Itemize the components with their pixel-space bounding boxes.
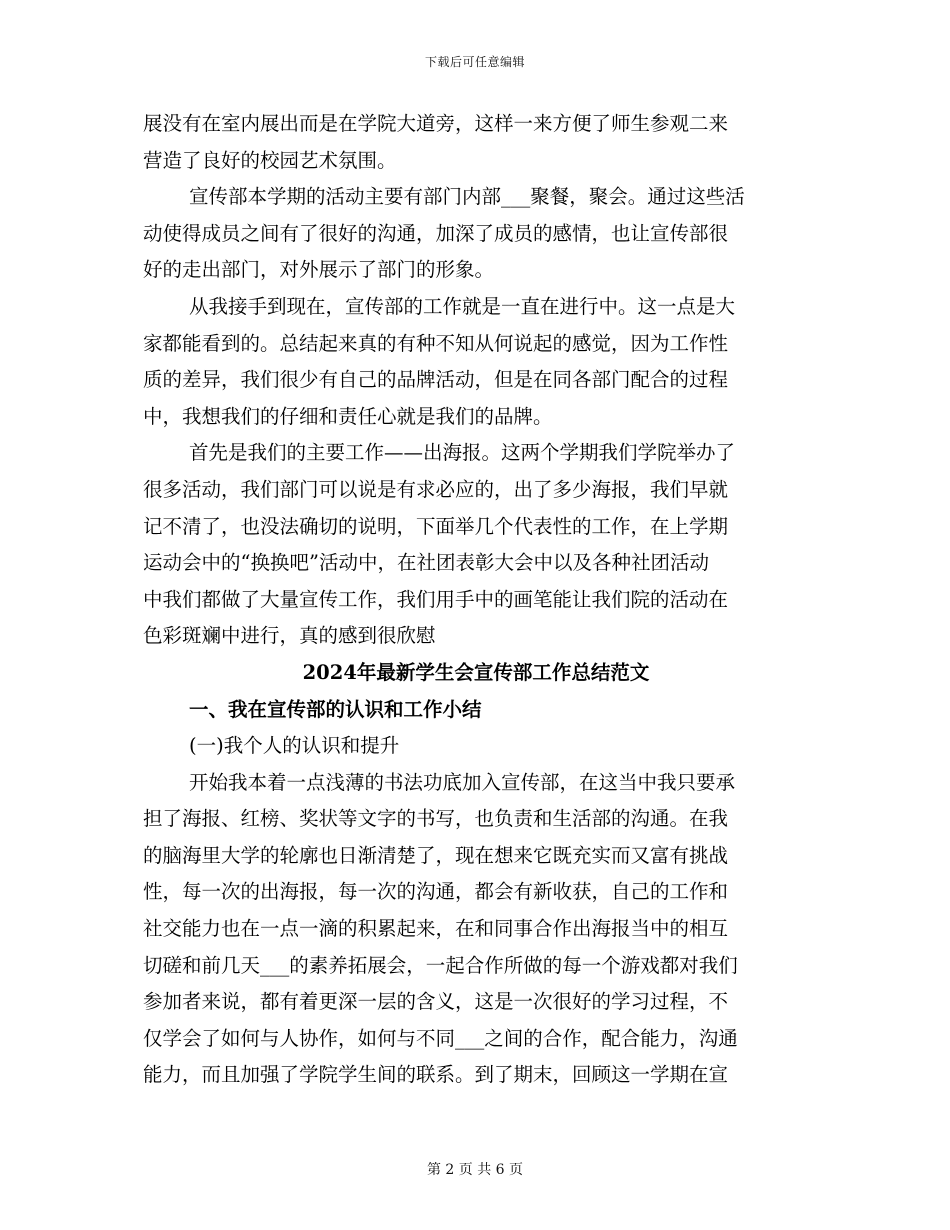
text-line: 性，每一次的出海报，每一次的沟通，都会有新收获，自己的工作和 bbox=[143, 880, 729, 904]
text-line: 很多活动，我们部门可以说是有求必应的，出了多少海报，我们早就 bbox=[143, 477, 729, 501]
text-line: 营造了良好的校园艺术氛围。 bbox=[143, 148, 397, 172]
text-line: 运动会中的“换换吧”活动中，在社团表彰大会中以及各种社团活动 bbox=[143, 551, 709, 575]
text-line: 仅学会了如何与人协作，如何与不同___之间的合作，配合能力，沟通 bbox=[143, 1026, 738, 1050]
text-line: 参加者来说，都有着更深一层的含义，这是一次很好的学习过程，不 bbox=[143, 990, 729, 1014]
text-line: 宣传部本学期的活动主要有部门内部___聚餐，聚会。通过这些活 bbox=[189, 185, 745, 209]
text-line: 担了海报、红榜、奖状等文字的书写，也负责和生活部的沟通。在我 bbox=[143, 807, 729, 831]
text-line: 能力，而且加强了学院学生间的联系。到了期末，回顾这一学期在宣 bbox=[143, 1063, 729, 1087]
text-line: 开始我本着一点浅薄的书法功底加入宣传部，在这当中我只要承 bbox=[189, 770, 736, 794]
text-line: 切磋和前几天___的素养拓展会，一起合作所做的每一个游戏都对我们 bbox=[143, 953, 738, 977]
text-line: 首先是我们的主要工作——出海报。这两个学期我们学院举办了 bbox=[189, 441, 736, 465]
document-title: 2024年最新学生会宣传部工作总结范文 bbox=[302, 660, 650, 684]
text-line: 展没有在室内展出而是在学院大道旁，这样一来方便了师生参观二来 bbox=[143, 112, 729, 135]
text-line: 从我接手到现在，宣传部的工作就是一直在进行中。这一点是大 bbox=[189, 294, 736, 318]
text-line: 好的走出部门，对外展示了部门的形象。 bbox=[143, 258, 495, 282]
page-header: 下载后可任意编辑 bbox=[424, 55, 525, 69]
text-line: 社交能力也在一点一滴的积累起来，在和同事合作出海报当中的相互 bbox=[143, 917, 729, 941]
page-footer: 第 2 页 共 6 页 bbox=[426, 1162, 524, 1178]
section-heading: 一、我在宣传部的认识和工作小结 bbox=[189, 697, 482, 721]
text-line: 动使得成员之间有了很好的沟通，加深了成员的感情，也让宣传部很 bbox=[143, 221, 729, 245]
text-line: 中，我想我们的仔细和责任心就是我们的品牌。 bbox=[143, 404, 553, 428]
text-line: 的脑海里大学的轮廓也日渐清楚了，现在想来它既充实而又富有挑战 bbox=[143, 843, 729, 867]
text-line: 质的差异，我们很少有自己的品牌活动，但是在同各部门配合的过程 bbox=[143, 368, 729, 392]
text-line: (一)我个人的认识和提升 bbox=[189, 734, 400, 758]
text-line: 家都能看到的。总结起来真的有种不知从何说起的感觉，因为工作性 bbox=[143, 331, 729, 355]
text-line: 中我们都做了大量宣传工作，我们用手中的画笔能让我们院的活动在 bbox=[143, 587, 729, 611]
text-line: 记不清了，也没法确切的说明，下面举几个代表性的工作，在上学期 bbox=[143, 514, 729, 538]
text-line: 色彩斑斓中进行，真的感到很欣慰 bbox=[143, 624, 436, 648]
document-body bbox=[143, 106, 809, 1094]
